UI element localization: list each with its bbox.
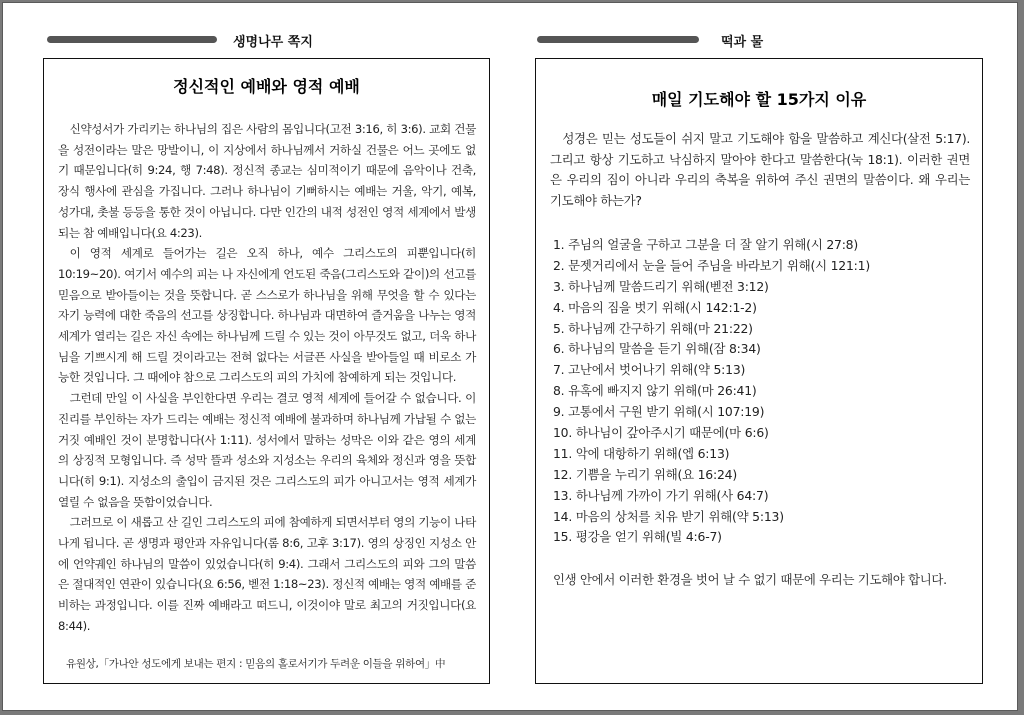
list-item: 12. 기쁨을 누리기 위해(요 16:24) [553,466,737,482]
left-article-panel [43,58,490,684]
list-item: 14. 마음의 상처를 치유 받기 위해(약 5:13) [553,508,784,524]
left-article-paragraph: 그러므로 이 새롭고 산 길인 그리스도의 피에 참예하게 되면서부터 영의 기능이 나타나게 됩니다. 곧 생명과 평안과 자유입니다(롬 8:6, 고후 3:17). 영의 상징인 지성소 안에 언약궤인 하나님의 말씀이 있었습니다(히 9:4). 그래서 그리스도의 피와 그의 말씀은 절대적인 연관이 있습니다(요 6:56, 벧전 1:18~23). 정신적 예배는 영적 예배를 준비하는 과정입니다. 이를 진짜 예배라고 떠드니, 이것이야 말로 최고의 거짓입니다(요 8:44). [58,515,476,633]
left-header-bar [47,36,217,43]
page-sheet [2,2,1018,711]
list-item: 3. 하나님께 말씀드리기 위해(벧전 3:12) [553,278,769,294]
list-item: 15. 평강을 얻기 위해(빌 4:6-7) [553,529,722,545]
prayer-reasons-list [553,235,973,548]
left-article-paragraph: 신약성서가 가리키는 하나님의 집은 사람의 몸입니다(고전 3:16, 히 3:6). 교회 건물을 성전이라는 말은 망발이니, 이 지상에서 하나님께서 거하실 건물은 어느 곳에도 없기 때문입니다(히 9:24, 행 7:48). 정신적 종교는 심미적이기 때문에 음악이나 건축, 장식 행사에 관심을 가집니다. 그러나 하나님이 기뻐하시는 예배는 거울, 악기, 예복, 성가대, 촛불 등등을 통한 것이 아닙니다. 다만 인간의 내적 성전인 영적 세계에서 발생되는 참 예배입니다(요 4:23). [58,122,476,240]
left-article-paragraph: 그런데 만일 이 사실을 부인한다면 우리는 결코 영적 세계에 들어갈 수 없습니다. 이 진리를 부인하는 자가 드리는 예배는 정신적 예배에 불과하며 하나님께 가납될 수 없는 거짓 예배인 것이 분명합니다(사 1:11). 성서에서 말하는 성막은 이와 같은 영의 세계의 상징적 모형입니다. 즉 성막 뜰과 성소와 지성소는 우리의 육체와 정신과 영을 뜻합니다(히 9:1). 지성소의 출입이 금지된 것은 그리스도의 피가 아니고서는 영적 세계가 열릴 수 없음을 뜻함이었습니다. [58,391,476,509]
right-header-label: 떡과 물 [721,35,764,50]
right-article-intro-text: 성경은 믿는 성도들이 쉬지 말고 기도해야 함을 말씀하고 계신다(살전 5:17). 그리고 항상 기도하고 낙심하지 말아야 한다고 말씀한다(눅 18:1). 이러한 권면은 우리의 짐이 아니라 우리의 축복을 위하여 주신 권면의 말씀이다. 왜 우리는 기도해야 하는가? [550,131,970,208]
list-item: 1. 주님의 얼굴을 구하고 그분을 더 잘 알기 위해(시 27:8) [553,237,858,252]
list-item: 10. 하나님이 갚아주시기 때문에(마 6:6) [553,425,769,441]
list-item: 13. 하나님께 가까이 가기 위해(사 64:7) [553,487,769,503]
list-item: 5. 하나님께 간구하기 위해(마 21:22) [553,320,753,336]
list-item: 4. 마음의 짐을 벗기 위해(시 142:1-2) [553,299,757,315]
left-article-source: 유원상,「가나안 성도에게 보내는 편지 : 믿음의 홀로서기가 두려운 이들을 위하여」中 [66,658,446,670]
left-article-body [58,119,476,637]
right-article-intro [550,129,970,211]
list-item: 8. 유혹에 빠지지 않기 위해(마 26:41) [553,383,757,399]
right-article-title: 매일 기도해야 할 15가지 이유 [651,90,867,109]
left-article-title: 정신적인 예배와 영적 예배 [173,77,360,96]
right-header-bar [537,36,699,43]
left-article-paragraph: 이 영적 세계로 들어가는 길은 오직 하나, 예수 그리스도의 피뿐입니다(히 10:19~20). 여기서 예수의 피는 나 자신에게 언도된 죽음(그리스도와 같이)의 선고를 믿음으로 받아들이는 것을 뜻합니다. 곧 스스로가 하나님을 위해 무엇을 할 수 있다는 자기 능력에 대한 죽음의 선고를 상징합니다. 하나님과 대면하여 즐거움을 나누는 영적 세계가 열리는 길은 자신 속에는 하나님께 드릴 수 있는 것이 아무것도 없고, 더욱 하나님을 기쁘시게 해 드릴 것이라고는 전혀 없다는 서글픈 사실을 받아들일 때 비로소 가능한 것입니다. 그 때에야 참으로 그리스도의 피의 가치에 참예하게 되는 것입니다. [58,246,476,385]
right-article-panel [535,58,983,684]
list-item: 7. 고난에서 벗어나기 위해(약 5:13) [553,362,746,378]
list-item: 11. 악에 대항하기 위해(엡 6:13) [553,445,730,461]
right-article-closing: 인생 안에서 이러한 환경을 벗어 날 수 없기 때문에 우리는 기도해야 합니다. [553,572,947,587]
list-item: 9. 고통에서 구원 받기 위해(시 107:19) [553,404,765,420]
left-header-label: 생명나무 쪽지 [233,35,313,50]
list-item: 6. 하나님의 말씀을 듣기 위해(잠 8:34) [553,341,761,357]
list-item: 2. 문젯거리에서 눈을 들어 주님을 바라보기 위해(시 121:1) [553,257,870,273]
